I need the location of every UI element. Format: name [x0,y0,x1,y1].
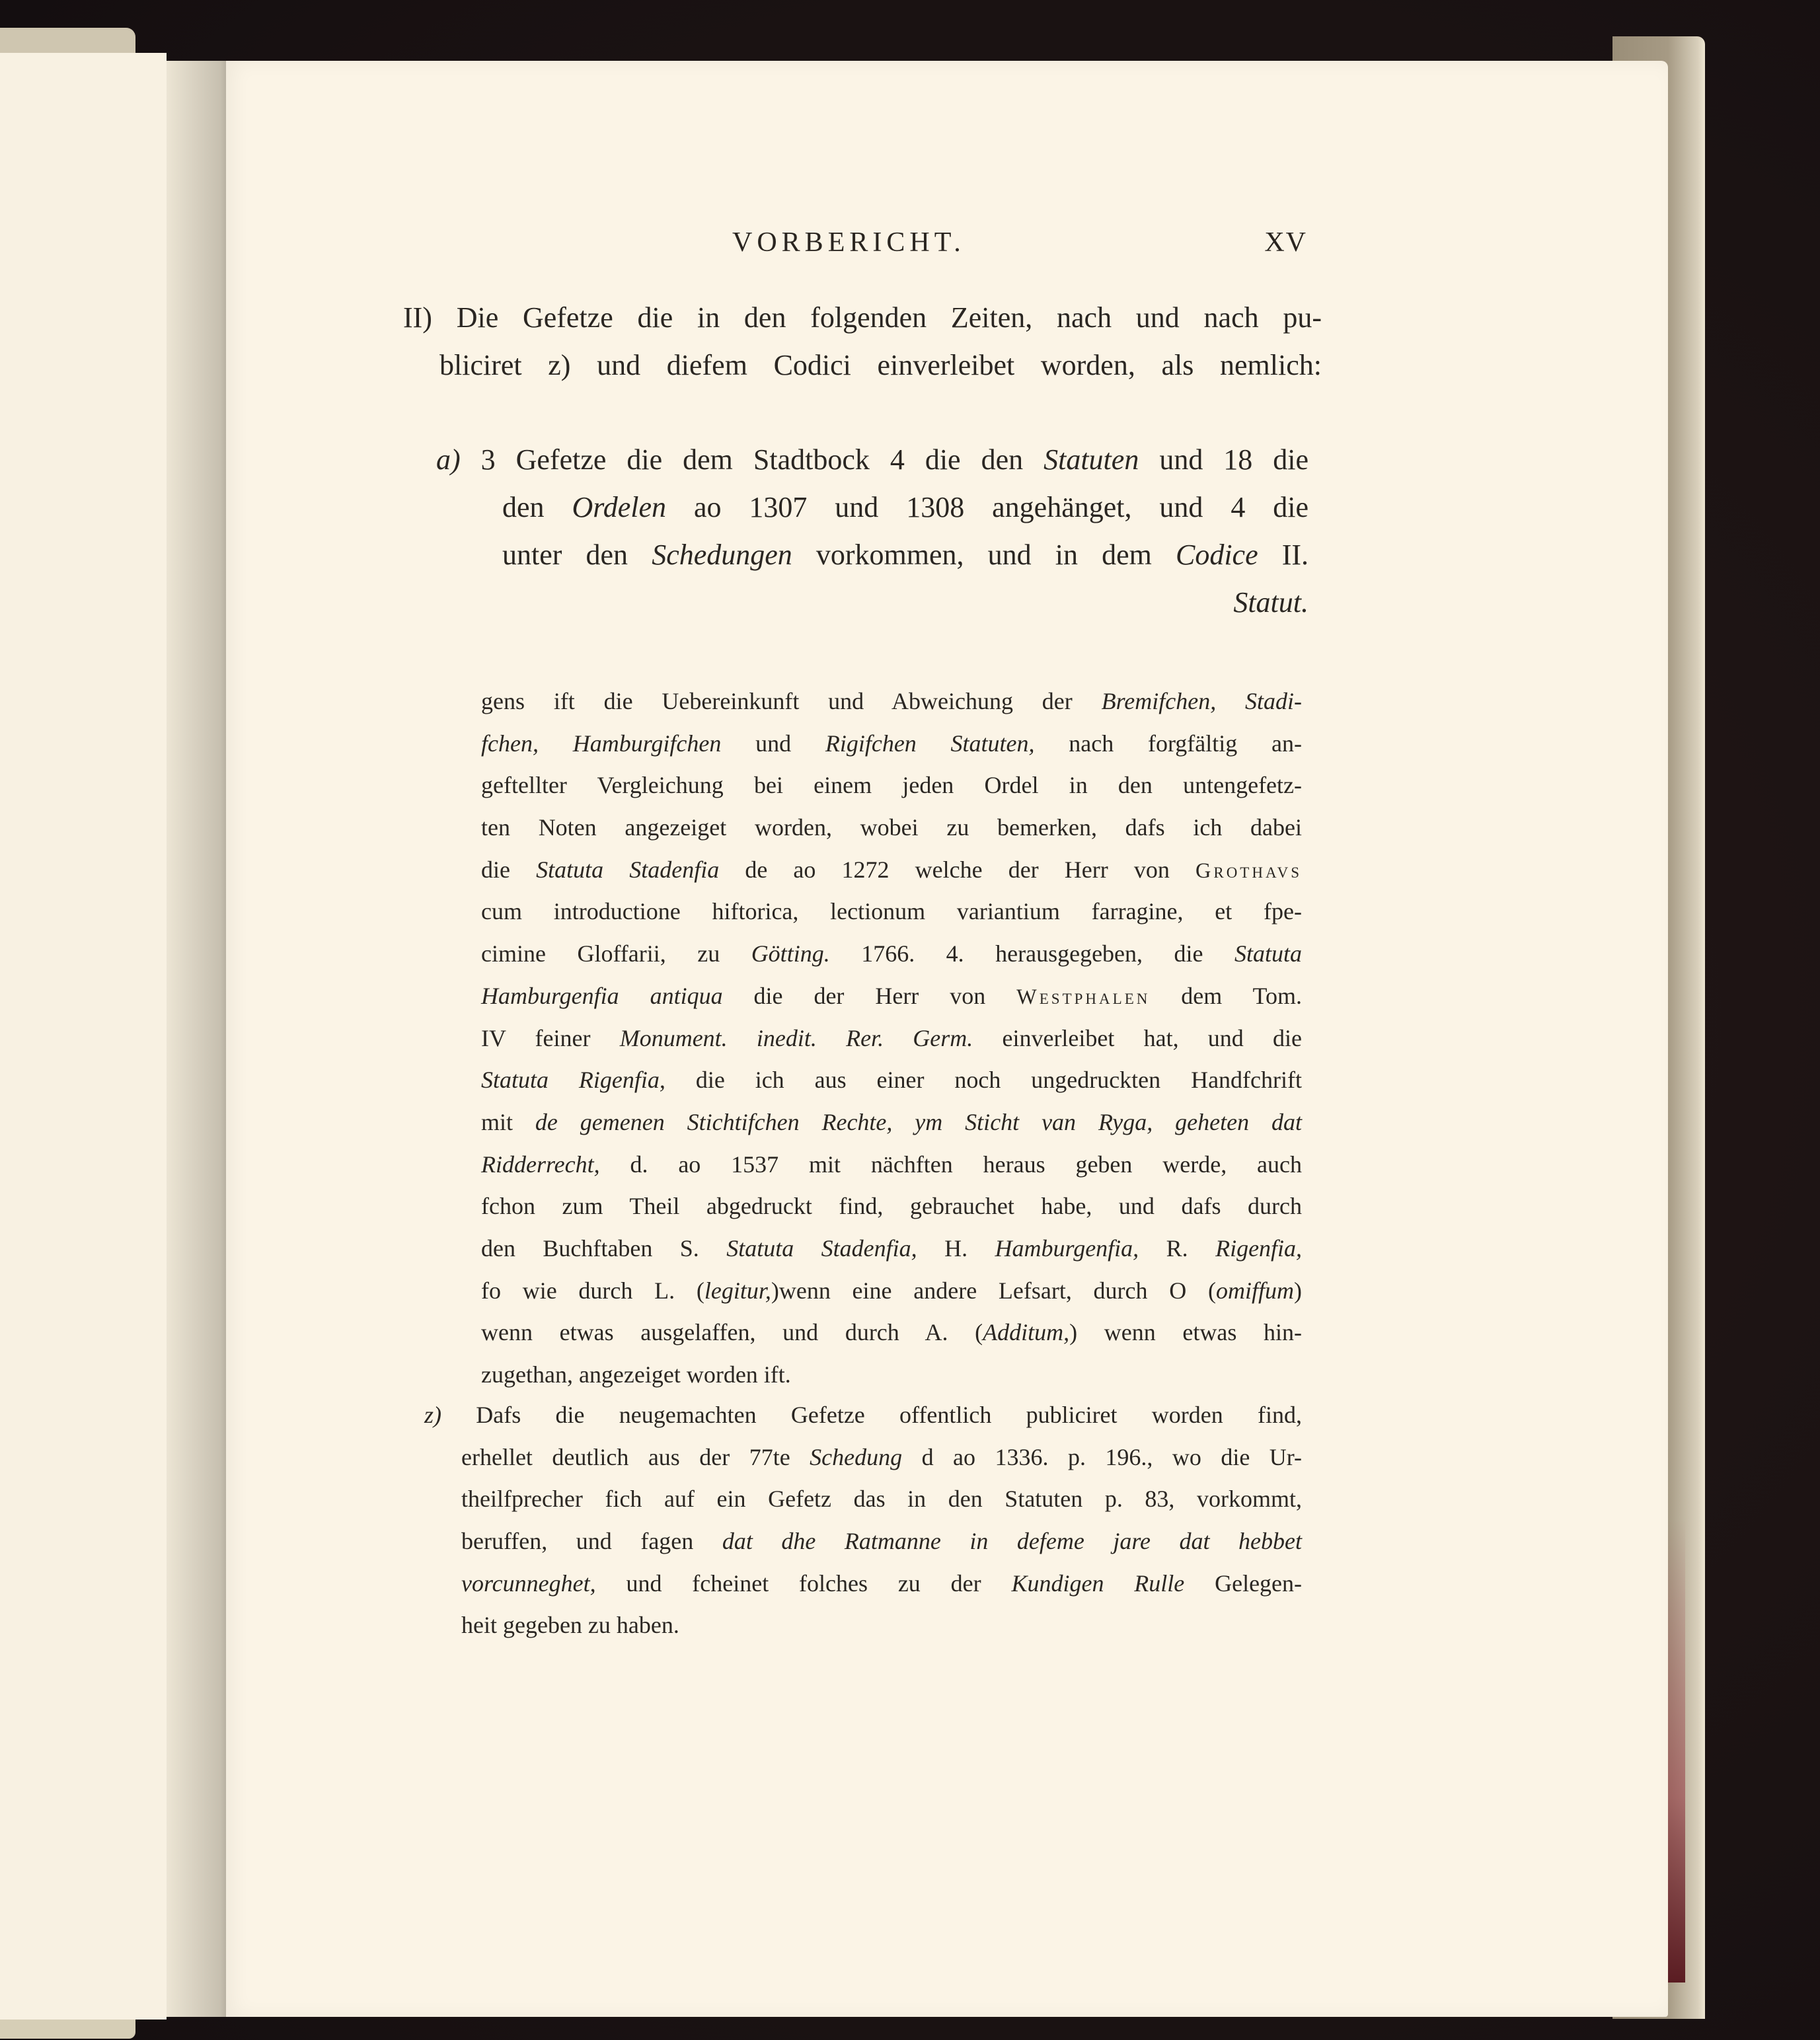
text-line: geftellter Vergleichung bei einem jeden Ordel in den untengefetz- [481,772,1302,799]
catchword: Statut. [1233,586,1308,619]
text-line: bliciret z) und diefem Codici einverleibet worden, als nemlich: [439,349,1322,381]
text-line: gens ift die Uebereinkunft und Abweichung der Bremifchen, Stadi- [481,688,1303,714]
text-line: wenn etwas ausgelaffen, und durch A. (Additum,) wenn etwas hin- [481,1319,1302,1346]
text-line: Statuta Rigenfia, die ich aus einer noch ungedruckten Handfchrift [481,1067,1302,1094]
footnote-z [424,1394,1302,1647]
text-line: fchen, Hamburgifchen und Rigifchen Statuten, nach forgfältig an- [481,730,1302,757]
text-line: ten Noten angezeiget worden, wobei zu bemerken, dafs ich dabei [481,814,1302,841]
item-marker: a) [436,443,461,476]
text-line: vorcunneghet, und fcheinet folches zu der Kundigen Rulle Gelegen- [461,1569,1303,1597]
text-line: beruffen, und fagen dat dhe Ratmanne in defeme jare dat hebbet [461,1528,1303,1555]
text-line: Ridderrecht, d. ao 1537 mit nächften heraus geben werde, auch [481,1151,1302,1178]
page-number: XV [1264,227,1307,258]
text-line: die Statuta Stadenfia de ao 1272 welche der Herr von Grothavs [481,856,1303,883]
text-line: erhellet deutlich aus der 77te Schedung d ao 1336. p. 196., wo die Ur- [461,1443,1303,1470]
text-line: mit de gemenen Stichtifchen Rechte, ym Sticht van Ryga, geheten dat [481,1108,1303,1135]
text-line: theilfprecher fich auf ein Gefetz das in den Statuten p. 83, vorkommt, [461,1486,1302,1513]
main-paragraph [403,294,1322,389]
text-line: den Buchftaben S. Statuta Stadenfia, H. Hamburgenfia, R. Rigenfia, [481,1234,1303,1262]
text-line: z) Dafs die neugemachten Gefetze offentlich publiciret worden find, [424,1402,1303,1428]
text-line: fo wie durch L. (legitur,)wenn eine andere Lefsart, durch O (omiffum) [481,1277,1302,1304]
text-line: IV feiner Monument. inedit. Rer. Germ. einverleibet hat, und die [481,1024,1302,1051]
left-page [0,53,167,2020]
list-item-a [436,436,1308,626]
left-cover-edge-bottom [0,2019,135,2039]
text-line: fchon zum Theil abgedruckt find, gebrauchet habe, und dafs durch [481,1193,1302,1220]
text-line: cimine Gloffarii, zu Götting. 1766. 4. herausgegeben, die Statuta [481,940,1302,967]
book-gutter [167,61,226,2017]
text-line: Hamburgenfia antiqua die der Herr von Westphalen dem Tom. [481,982,1303,1009]
text-line: II) Die Gefetze die in den folgenden Zeiten, nach und nach pu- [403,301,1322,334]
text-line: zugethan, angezeiget worden ift. [481,1361,791,1388]
footnote-continuation [481,681,1302,1396]
running-title: VORBERICHT. [732,227,966,258]
text-line: unter den Schedungen vorkommen, und in dem Codice II. [502,539,1309,571]
text-line: cum introductione hiftorica, lectionum variantium farragine, et fpe- [481,898,1302,925]
running-head [732,227,1307,266]
text-line: a) 3 Gefetze die dem Stadtbock 4 die den Statuten und 18 die [436,443,1309,476]
text-line: heit gegeben zu haben. [461,1612,679,1639]
footnote-marker: z) [424,1402,441,1428]
text-line: den Ordelen ao 1307 und 1308 angehänget, und 4 die [502,491,1309,523]
